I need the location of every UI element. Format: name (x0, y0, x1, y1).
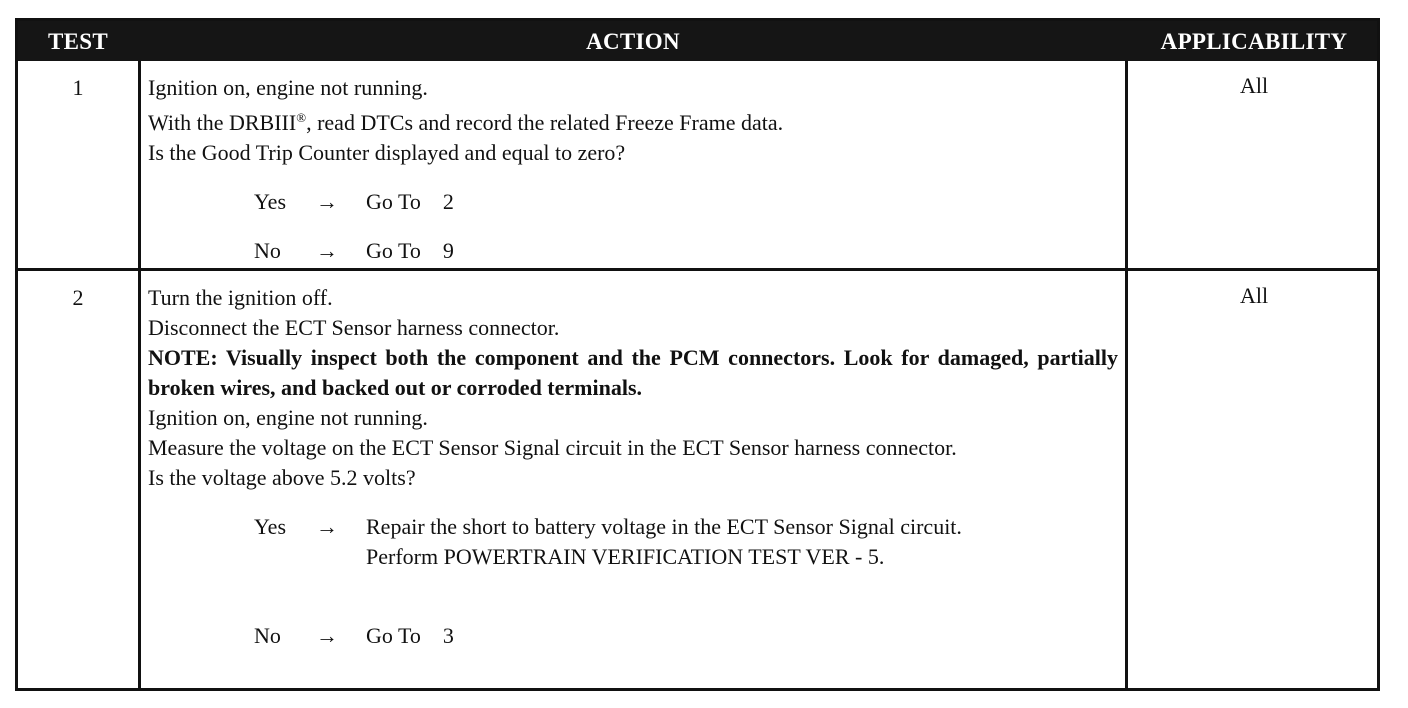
note-text: NOTE: Visually inspect both the component and the PCM connectors. Look for damaged, partially broken wires, and backed out or corroded terminals. (148, 345, 1118, 400)
action-text (148, 283, 1118, 651)
arrow-icon: → (316, 514, 338, 539)
table-header (18, 21, 1377, 61)
registered-mark: ® (296, 110, 307, 125)
action-text (148, 73, 1118, 266)
step-line: Turn the ignition off. (148, 285, 333, 310)
step-line: Ignition on, engine not running. (148, 75, 428, 100)
step-line: Measure the voltage on the ECT Sensor Signal circuit in the ECT Sensor harness connector. (148, 435, 957, 460)
choice-yes (148, 512, 1118, 602)
step-line: Ignition on, engine not running. (148, 405, 428, 430)
step-line: With the DRBIII®, read DTCs and record the related Freeze Frame data. (148, 110, 784, 135)
step-line: Disconnect the ECT Sensor harness connector. (148, 315, 560, 340)
column-divider (1125, 61, 1128, 688)
choice-yes (148, 187, 1118, 217)
header-applicability: APPLICABILITY (1160, 29, 1348, 54)
column-divider (138, 61, 141, 688)
answer-label: Yes (254, 514, 287, 539)
arrow-icon: → (316, 189, 338, 214)
answer-label: No (254, 238, 281, 263)
applicability-value: All (1239, 283, 1269, 308)
row-divider (18, 268, 1377, 271)
goto-target: Go To 2 (366, 189, 454, 214)
goto-target: Go To 9 (366, 238, 454, 263)
answer-label: Yes (254, 189, 287, 214)
header-test: TEST (47, 29, 108, 54)
test-number: 2 (72, 285, 84, 310)
answer-label: No (254, 623, 281, 648)
arrow-icon: → (316, 238, 338, 263)
repair-instruction: Repair the short to battery voltage in the ECT Sensor Signal circuit. Perform POWERTRAIN VERIFICATION TEST VER - 5. (366, 514, 962, 569)
step-line: Is the voltage above 5.2 volts? (148, 465, 416, 490)
choice-no (148, 621, 1118, 651)
diagnostic-test-table (15, 18, 1380, 691)
test-number: 1 (72, 75, 84, 100)
header-action: ACTION (586, 29, 680, 54)
applicability-value: All (1239, 73, 1269, 98)
goto-target: Go To 3 (366, 623, 454, 648)
arrow-icon: → (316, 623, 338, 648)
step-line: Is the Good Trip Counter displayed and equal to zero? (148, 140, 626, 165)
choice-no (148, 236, 1118, 266)
